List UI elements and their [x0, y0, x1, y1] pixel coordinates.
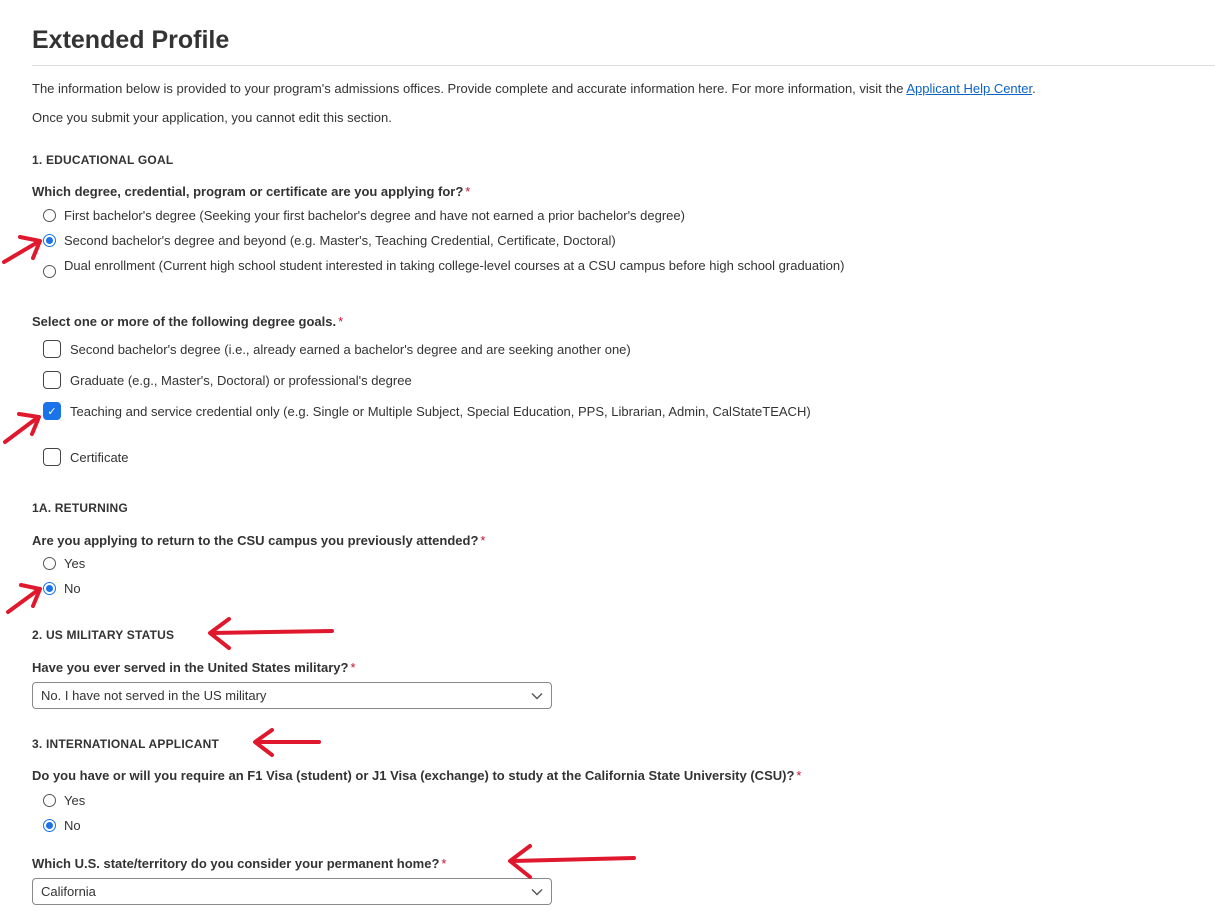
- section-returning: 1A. RETURNING: [32, 501, 128, 515]
- intro-text-body: The information below is provided to your program's admissions offices. Provide complete and accurate information here. For more information, visit the: [32, 81, 907, 96]
- radio-button[interactable]: [43, 557, 56, 570]
- military-question: [32, 660, 356, 675]
- chevron-down-icon: [531, 692, 543, 700]
- checkbox-checked[interactable]: ✓: [43, 402, 61, 420]
- radio-button[interactable]: [43, 265, 56, 278]
- degree-question-text: Which degree, credential, program or certificate are you applying for?: [32, 184, 464, 199]
- option-label: No: [64, 818, 81, 833]
- degree-question: [32, 184, 470, 199]
- annotation-arrow-returning-no: [8, 585, 40, 612]
- goal-teaching-credential[interactable]: [43, 402, 830, 420]
- degree-goals-question-text: Select one or more of the following degree goals.: [32, 314, 337, 329]
- required-marker: *: [338, 314, 344, 329]
- goal-label: Certificate: [70, 450, 129, 465]
- radio-button-selected[interactable]: [43, 582, 56, 595]
- required-marker: *: [441, 856, 447, 871]
- returning-option-no[interactable]: [43, 580, 81, 597]
- returning-question-text: Are you applying to return to the CSU campus you previously attended?: [32, 533, 479, 548]
- military-status-select[interactable]: [32, 682, 552, 709]
- checkbox[interactable]: [43, 448, 61, 466]
- option-label: No: [64, 581, 81, 596]
- degree-option-first-bachelor[interactable]: [43, 207, 685, 224]
- section-educational-goal: 1. EDUCATIONAL GOAL: [32, 153, 174, 167]
- annotation-arrow-state-question: [510, 846, 634, 877]
- annotation-arrow-teaching-credential: [5, 414, 39, 442]
- visa-question-mid: or: [351, 768, 373, 783]
- radio-button[interactable]: [43, 209, 56, 222]
- state-question: [32, 856, 446, 871]
- goal-label: Second bachelor's degree (i.e., already earned a bachelor's degree and are seeking another one): [70, 342, 631, 357]
- chevron-down-icon: [531, 888, 543, 896]
- visa-option-no[interactable]: [43, 817, 81, 834]
- title-divider: [32, 65, 1215, 66]
- option-label: First bachelor's degree (Seeking your first bachelor's degree and have not earned a prior bachelor's degree): [64, 208, 685, 223]
- intro-note: Once you submit your application, you cannot edit this section.: [32, 110, 392, 125]
- visa-question-j1: J1 Visa (exchange): [372, 768, 489, 783]
- returning-option-yes[interactable]: [43, 555, 85, 572]
- required-marker: *: [480, 533, 486, 548]
- intro-text: [32, 81, 1036, 96]
- option-label: Second bachelor's degree and beyond (e.g. Master's, Teaching Credential, Certificate, Doctoral): [64, 233, 616, 248]
- military-question-text: Have you ever served in the United States military?: [32, 660, 349, 675]
- page-title: Extended Profile: [32, 26, 230, 54]
- visa-question: [32, 768, 801, 783]
- required-marker: *: [465, 184, 471, 199]
- goal-label: Teaching and service credential only (e.g. Single or Multiple Subject, Special Education, PPS, Librarian, Admin, CalStateTEACH): [70, 404, 811, 419]
- degree-option-second-bachelor[interactable]: [43, 232, 616, 249]
- select-value: California: [41, 884, 96, 899]
- option-label: Yes: [64, 556, 86, 571]
- required-marker: *: [796, 768, 802, 783]
- visa-question-post: to study at the California State University (CSU)?: [488, 768, 795, 783]
- degree-goals-question: [32, 314, 343, 329]
- applicant-help-center-link[interactable]: Applicant Help Center: [906, 81, 1033, 96]
- annotation-arrow-international-heading: [255, 730, 319, 755]
- intro-text-end: .: [1032, 81, 1036, 96]
- visa-question-pre: Do you have or will you require an: [32, 768, 248, 783]
- option-label: Yes: [64, 793, 86, 808]
- goal-second-bachelor[interactable]: [43, 340, 631, 358]
- visa-option-yes[interactable]: [43, 792, 85, 809]
- checkbox[interactable]: [43, 371, 61, 389]
- required-marker: *: [350, 660, 356, 675]
- checkbox[interactable]: [43, 340, 61, 358]
- state-question-text: Which U.S. state/territory do you consider your permanent home?: [32, 856, 440, 871]
- annotation-arrow-degree: [4, 237, 40, 262]
- goal-certificate[interactable]: [43, 448, 129, 466]
- option-label: Dual enrollment (Current high school student interested in taking college-level courses at a CSU campus before high school graduation): [64, 258, 845, 273]
- section-international-applicant: 3. INTERNATIONAL APPLICANT: [32, 737, 219, 751]
- radio-button-selected[interactable]: [43, 234, 56, 247]
- goal-label: Graduate (e.g., Master's, Doctoral) or professional's degree: [70, 373, 412, 388]
- radio-button[interactable]: [43, 794, 56, 807]
- goal-graduate[interactable]: [43, 371, 412, 389]
- annotation-arrow-military-heading: [210, 619, 332, 648]
- returning-question: [32, 533, 485, 548]
- section-military-status: 2. US MILITARY STATUS: [32, 628, 175, 642]
- radio-button-selected[interactable]: [43, 819, 56, 832]
- visa-question-f1: F1 Visa (student): [247, 768, 352, 783]
- select-value: No. I have not served in the US military: [41, 688, 267, 703]
- degree-option-dual-enrollment[interactable]: [43, 257, 854, 278]
- permanent-state-select[interactable]: [32, 878, 552, 905]
